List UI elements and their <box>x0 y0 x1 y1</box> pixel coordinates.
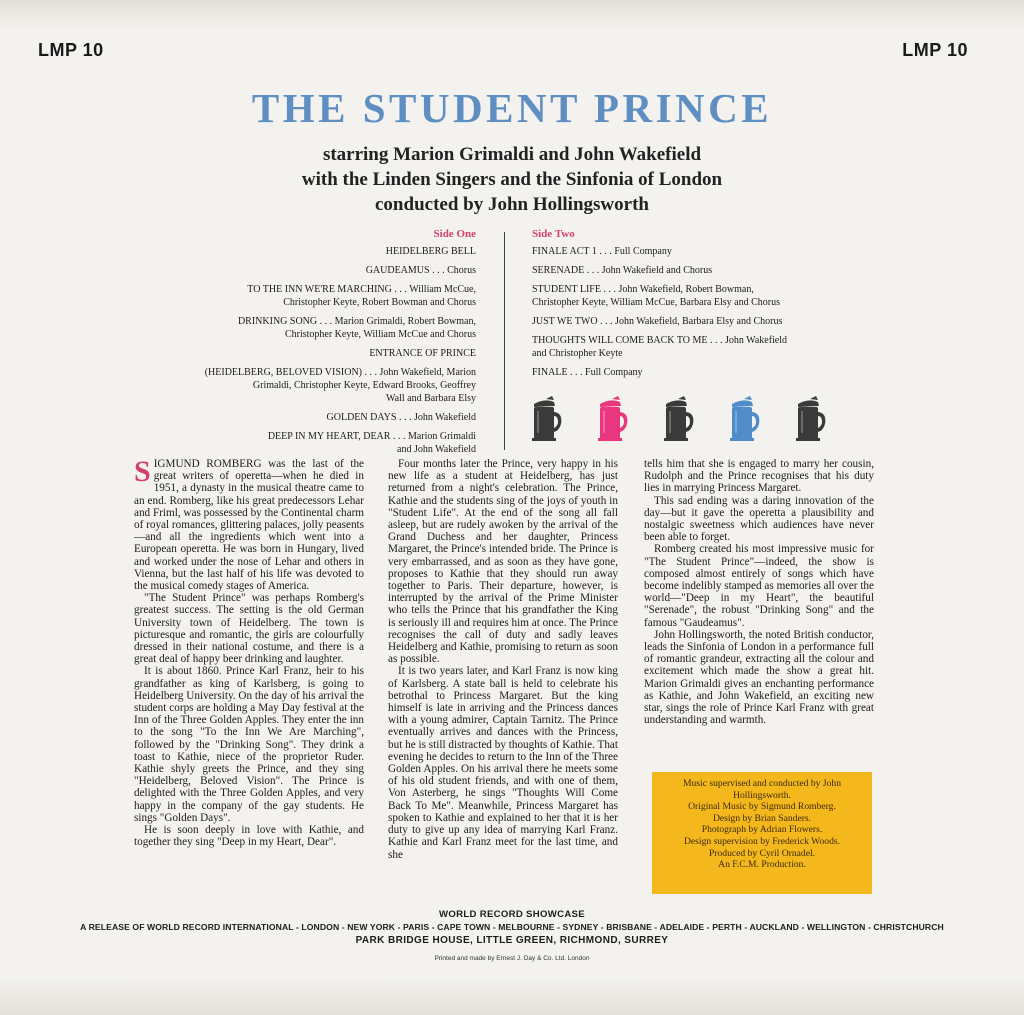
side-one <box>200 228 476 462</box>
label-name: WORLD RECORD SHOWCASE <box>439 909 585 920</box>
track-line: Grimaldi, Christopher Keyte, Edward Brooks, Geoffrey <box>252 380 476 391</box>
notes-paragraph: John Hollingsworth, the noted British conductor, leads the Sinfonia of London in a performance full of romantic grandeur, extracting all the colour and excitement which made the show a great hit. Marion Grimaldi gives an enchanting performance as Kathie, and John Wakefield, an exciting new star, sings the role of Prince Karl Franz with great understanding and warmth. <box>644 628 874 727</box>
album-title: THE STUDENT PRINCE <box>251 85 773 131</box>
production-line: Original Music by Sigmund Romberg. <box>688 801 836 813</box>
notes-paragraph: It is about 1860. Prince Karl Franz, heir to his grandfather as king of Karlsberg, is going to Heidelberg University. On the day of his arrival the student corps are holding a May Day festival at the Inn of the Three Golden Apples. They enter the inn to the song "To the Inn We Are Marching", followed by the "Drinking Song". They drink a toast to Kathie, niece of the proprietor Ruder. Kathie shyly greets the Prince, and they sing "Heidelberg, Beloved Vision". The Prince is delighted with the Three Golden Apples, and very happy in the company of the gay students. He sings "Golden Days". <box>134 665 364 824</box>
credit-line: conducted by John Hollingsworth <box>375 194 649 215</box>
bottom-fold <box>0 977 1024 1015</box>
production-credits-box <box>652 772 872 894</box>
track-item <box>532 245 832 258</box>
track-line: Christopher Keyte, William McCue and Chorus <box>284 329 476 340</box>
beer-stein-icon <box>528 396 564 442</box>
liner-notes-column-2 <box>388 458 618 861</box>
track-line: and Christopher Keyte <box>532 348 623 359</box>
track-divider <box>504 232 505 450</box>
track-line: JUST WE TWO . . . John Wakefield, Barbara Elsy and Chorus <box>532 316 783 327</box>
track-line: and John Wakefield <box>397 444 476 455</box>
track-line: FINALE . . . Full Company <box>532 367 643 378</box>
track-item <box>200 264 476 277</box>
notes-paragraph: tells him that she is engaged to marry her cousin, Rudolph and the Prince recognises that his duty lies in marrying Princess Margaret. <box>644 458 874 495</box>
track-line: FINALE ACT 1 . . . Full Company <box>532 246 672 257</box>
beer-stein-icon <box>660 396 696 442</box>
liner-notes-column-3 <box>644 458 874 726</box>
notes-paragraph: Romberg created his most impressive music for "The Student Prince"—indeed, the show is composed almost entirely of songs which have become indelibly stamped as memories all over the world—"Deep in my Heart", the beautiful "Serenade", the robust "Drinking Song" and the famous "Gaudeamus". <box>644 543 874 629</box>
track-item <box>200 347 476 360</box>
credit-line: starring Marion Grimaldi and John Wakefield <box>322 144 702 165</box>
beer-stein-icon <box>726 396 762 442</box>
track-item <box>200 430 476 456</box>
production-line: Produced by Cyril Ornadel. <box>708 847 816 859</box>
track-line: GOLDEN DAYS . . . John Wakefield <box>326 412 476 423</box>
catalogue-number-right: LMP 10 <box>902 40 968 60</box>
track-line: Christopher Keyte, Robert Bowman and Chorus <box>283 297 476 308</box>
track-line: DEEP IN MY HEART, DEAR . . . Marion Grimaldi <box>267 431 476 442</box>
track-line: (HEIDELBERG, BELOVED VISION) . . . John Wakefield, Marion <box>204 367 476 378</box>
notes-paragraph: This sad ending was a daring innovation of the day—but it gave the operetta a plausibility and nostalgic sweetness which audiences have never been able to forget. <box>644 494 874 544</box>
track-item <box>200 245 476 258</box>
notes-paragraph: It is two years later, and Karl Franz is now king of Karlsberg. A state ball is held to celebrate his betrothal to Princess Margaret. But the king himself is late in arriving and the Princess dances with a young admirer, Captain Tarnitz. The Prince eventually arrives and dances with the Princess, but he is still distracted by thoughts of Kathie. That evening he decides to return to the Inn of the Three Golden Apples. On his arrival there he meets some of his old student friends, and with one of them, Von Asterberg, he sings "Thoughts Will Come Back To Me". Meanwhile, Princess Margaret has spoken to Kathie and explained to her that it is her duty to give up any idea of marrying Karl Franz. Kathie and Karl Franz meet for the last time, and she <box>388 665 618 861</box>
track-line: THOUGHTS WILL COME BACK TO ME . . . John Wakefield <box>532 335 788 346</box>
track-item <box>200 411 476 424</box>
track-item <box>200 315 476 341</box>
liner-notes-column-1 <box>134 455 364 849</box>
track-item <box>532 366 832 379</box>
track-line: ENTRANCE OF PRINCE <box>369 348 476 359</box>
notes-paragraph: Four months later the Prince, very happy in his new life as a student at Heidelberg, has just returned from a night's celebration. The Prince, Kathie and the students sing of the joys of youth in "Student Life". At the end of the song all fall asleep, but are rudely awoken by the arrival of the Grand Duchess and her daughter, Princess Margaret, the Prince's intended bride. The Prince is very embarrassed, and as soon as they have gone, proposes to Kathie that they should run away together to Paris. Their departure, however, is interrupted by the arrival of the Prime Minister who tells the Prince that his grandfather the King is seriously ill and requires him at once. The Prince recognises the call of duty and sadly leaves Heidelberg and Kathie, promising to return as soon as possible. <box>388 458 618 666</box>
notes-paragraph: SIGMUND ROMBERG was the last of the great writers of operetta—when he died in 1951, a dynasty in the musical theatre came to an end. Romberg, like his great predecessors Lehar and Friml, was possessed by the Continental charm of royal romances, glittering palaces, jolly peasents—and all the ingredients which went into a European operetta. He was born in Hungary, lived and worked under the nose of Lehar and others in Vienna, but the last half of his life was devoted to the musical comedy stages of America. <box>134 455 364 593</box>
track-line: Wall and Barbara Elsy <box>386 393 476 404</box>
production-line: An F.C.M. Production. <box>718 859 806 871</box>
tankard-row <box>528 396 838 444</box>
track-item <box>532 334 832 360</box>
side-two <box>532 228 832 385</box>
beer-stein-icon <box>792 396 828 442</box>
printer-credit: Printed and made by Ernest J. Day & Co. Ltd. London <box>434 955 590 962</box>
notes-paragraph: He is soon deeply in love with Kathie, and together they sing "Deep in my Heart, Dear". <box>134 824 364 849</box>
track-line: DRINKING SONG . . . Marion Grimaldi, Robert Bowman, <box>237 316 476 327</box>
drop-cap: S <box>134 455 151 488</box>
top-fold <box>0 0 1024 30</box>
track-line: HEIDELBERG BELL <box>385 246 476 257</box>
track-line: STUDENT LIFE . . . John Wakefield, Robert Bowman, <box>532 284 754 295</box>
credit-line: with the Linden Singers and the Sinfonia of London <box>301 169 723 190</box>
track-item <box>532 283 832 309</box>
track-line: Christopher Keyte, William McCue, Barbara Elsy and Chorus <box>532 297 780 308</box>
beer-stein-icon <box>594 396 630 442</box>
track-line: GAUDEAMUS . . . Chorus <box>365 265 476 276</box>
track-item <box>532 315 832 328</box>
track-line: SERENADE . . . John Wakefield and Chorus <box>532 265 713 276</box>
label-address: PARK BRIDGE HOUSE, LITTLE GREEN, RICHMOND, SURREY <box>355 935 669 946</box>
credits-block <box>0 142 1024 217</box>
production-line: Design by Brian Sanders. <box>712 812 812 824</box>
release-cities: A RELEASE OF WORLD RECORD INTERNATIONAL - LONDON - NEW YORK - PARIS - CAPE TOWN - MELBOURNE - SYDNEY - BRISBANE - ADELAIDE - PERTH - AUCKLAND - WELLINGTON - CHRISTCHURCH <box>80 922 944 932</box>
side-two-heading: Side Two <box>532 228 575 240</box>
production-line: Photograph by Adrian Flowers. <box>701 824 823 836</box>
side-one-heading: Side One <box>433 228 476 240</box>
catalogue-number-left: LMP 10 <box>38 40 104 60</box>
notes-paragraph: "The Student Prince" was perhaps Romberg's greatest success. The setting is the old German University town of Heidelberg. The town is picturesque and romantic, the girls are colourfully dressed in their national costume, and there is a great deal of happy beer drinking and laughter. <box>134 592 364 666</box>
track-item <box>532 264 832 277</box>
production-line: Music supervised and conducted by John Hollingsworth. <box>682 778 841 801</box>
track-item <box>200 283 476 309</box>
track-line: TO THE INN WE'RE MARCHING . . . William McCue, <box>247 284 476 295</box>
production-line: Design supervision by Frederick Woods. <box>684 835 840 847</box>
track-item <box>200 366 476 405</box>
